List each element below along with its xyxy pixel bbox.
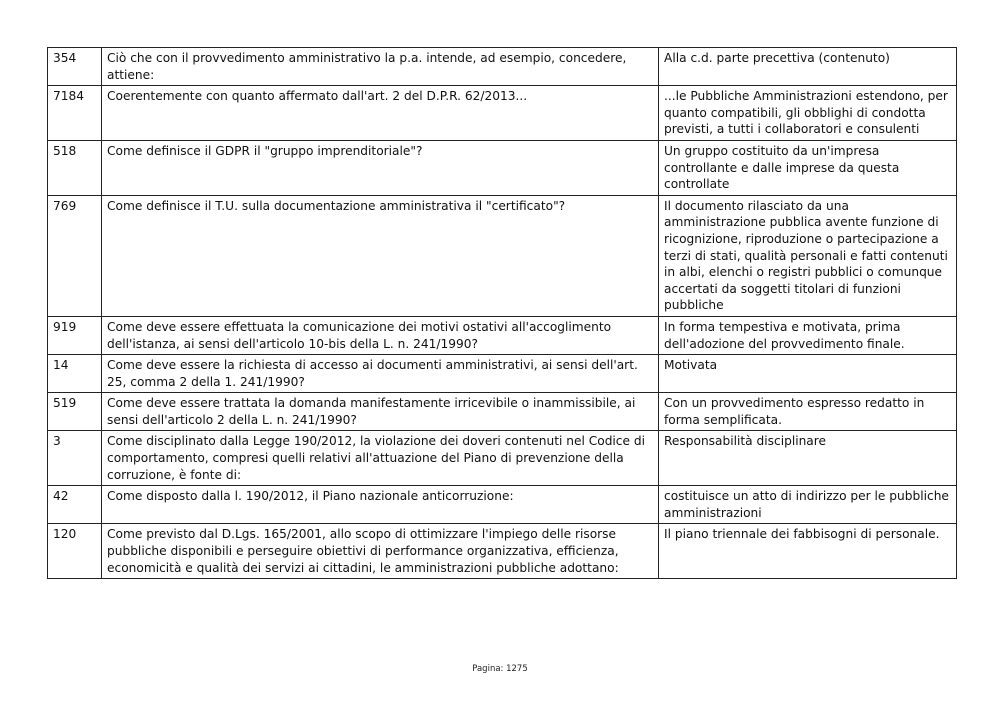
table-row	[48, 524, 957, 579]
question-number: 120	[48, 524, 102, 579]
question-text: Come previsto dal D.Lgs. 165/2001, allo scopo di ottimizzare l'impiego delle risorse pubbliche disponibili e perseguire obiettivi di performance organizzativa, efficienza, economicità e qualità dei servizi ai cittadini, le amministrazioni pubbliche adottano:	[102, 524, 659, 579]
question-number: 519	[48, 393, 102, 431]
table-row	[48, 140, 957, 195]
question-number: 354	[48, 48, 102, 86]
question-text: Come deve essere effettuata la comunicazione dei motivi ostativi all'accoglimento dell'istanza, ai sensi dell'articolo 10-bis della L. n. 241/1990?	[102, 316, 659, 354]
answer-text: Con un provvedimento espresso redatto in forma semplificata.	[659, 393, 957, 431]
answer-text: ...le Pubbliche Amministrazioni estendono, per quanto compatibili, gli obblighi di condotta previsti, a tutti i collaboratori e consulenti	[659, 86, 957, 141]
answer-text: Motivata	[659, 355, 957, 393]
answer-text: Il piano triennale dei fabbisogni di personale.	[659, 524, 957, 579]
table-row	[48, 393, 957, 431]
table-row	[48, 48, 957, 86]
answer-text: costituisce un atto di indirizzo per le pubbliche amministrazioni	[659, 486, 957, 524]
question-text: Come disposto dalla l. 190/2012, il Piano nazionale anticorruzione:	[102, 486, 659, 524]
answer-text: Responsabilità disciplinare	[659, 431, 957, 486]
question-number: 769	[48, 195, 102, 316]
question-text: Come deve essere la richiesta di accesso ai documenti amministrativi, ai sensi dell'art. 25, comma 2 della 1. 241/1990?	[102, 355, 659, 393]
answer-text: Alla c.d. parte precettiva (contenuto)	[659, 48, 957, 86]
question-text: Coerentemente con quanto affermato dall'art. 2 del D.P.R. 62/2013...	[102, 86, 659, 141]
answer-text: Un gruppo costituito da un'impresa controllante e dalle imprese da questa controllate	[659, 140, 957, 195]
table-row	[48, 195, 957, 316]
page-number: Pagina: 1275	[472, 664, 528, 674]
question-number: 14	[48, 355, 102, 393]
question-number: 518	[48, 140, 102, 195]
question-text: Come definisce il T.U. sulla documentazione amministrativa il "certificato"?	[102, 195, 659, 316]
question-text: Come definisce il GDPR il "gruppo imprenditoriale"?	[102, 140, 659, 195]
table-row	[48, 355, 957, 393]
question-text: Come deve essere trattata la domanda manifestamente irricevibile o inammissibile, ai sensi dell'articolo 2 della L. n. 241/1990?	[102, 393, 659, 431]
question-text: Ciò che con il provvedimento amministrativo la p.a. intende, ad esempio, concedere, attiene:	[102, 48, 659, 86]
question-number: 7184	[48, 86, 102, 141]
table-row	[48, 431, 957, 486]
answer-text: Il documento rilasciato da una amministrazione pubblica avente funzione di ricognizione, riproduzione o partecipazione a terzi di stati, qualità personali e fatti contenuti in albi, elenchi o registri pubblici o comunque accertati da soggetti titolari di funzioni pubbliche	[659, 195, 957, 316]
question-number: 3	[48, 431, 102, 486]
question-answer-table	[47, 47, 957, 579]
table-row	[48, 316, 957, 354]
table-row	[48, 486, 957, 524]
answer-text: In forma tempestiva e motivata, prima dell'adozione del provvedimento finale.	[659, 316, 957, 354]
question-number: 919	[48, 316, 102, 354]
table-row	[48, 86, 957, 141]
question-text: Come disciplinato dalla Legge 190/2012, la violazione dei doveri contenuti nel Codice di comportamento, compresi quelli relativi all'attuazione del Piano di prevenzione della corruzione, è fonte di:	[102, 431, 659, 486]
question-number: 42	[48, 486, 102, 524]
